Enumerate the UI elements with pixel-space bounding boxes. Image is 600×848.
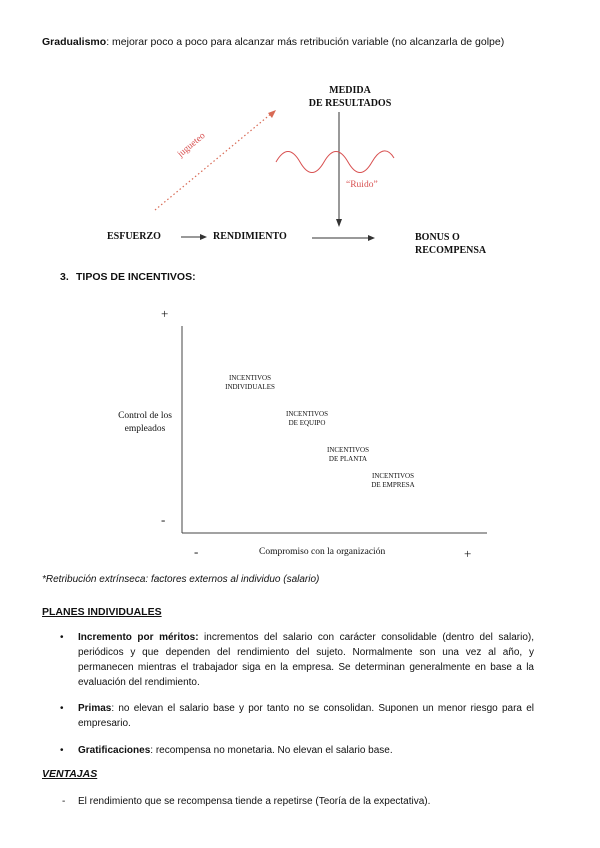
noise-wave bbox=[276, 151, 394, 173]
list-item-incremento bbox=[78, 630, 534, 690]
label-empresa bbox=[360, 472, 426, 490]
x-axis-label: Compromiso con la organización bbox=[259, 547, 386, 557]
dash-marker: - bbox=[62, 796, 66, 807]
rendimiento-arrowhead bbox=[368, 235, 375, 241]
esfuerzo-label: ESFUERZO bbox=[107, 231, 161, 242]
label-empresa-line1: INCENTIVOS bbox=[372, 472, 414, 480]
y-minus: - bbox=[161, 512, 166, 527]
medida-label bbox=[300, 84, 400, 110]
jugueteo-arrowhead bbox=[268, 110, 276, 118]
bullet-marker: • bbox=[60, 745, 64, 756]
label-planta bbox=[315, 446, 381, 464]
y-axis-label-line2: empleados bbox=[124, 424, 166, 434]
incentives-axes bbox=[0, 300, 600, 570]
performance-diagram-lines bbox=[0, 0, 600, 270]
intro-term: Gradualismo bbox=[42, 36, 107, 48]
medida-line2: DE RESULTADOS bbox=[308, 98, 392, 109]
bullet-marker: • bbox=[60, 632, 64, 643]
list-item-term: Primas bbox=[78, 703, 112, 714]
label-equipo bbox=[274, 410, 340, 428]
bonus-line1: BONUS O bbox=[415, 232, 460, 243]
section-number: 3. bbox=[60, 271, 69, 283]
list-item-text: : no elevan el salario base y por tanto no se consolidan. Suponen un menor riesgo para el empresario. bbox=[78, 703, 534, 729]
medida-line1: MEDIDA bbox=[329, 85, 371, 96]
esfuerzo-arrowhead bbox=[200, 234, 207, 240]
planes-heading: PLANES INDIVIDUALES bbox=[42, 606, 162, 618]
x-minus: - bbox=[194, 544, 199, 559]
measure-down-arrowhead bbox=[336, 219, 342, 227]
label-empresa-line2: DE EMPRESA bbox=[371, 481, 415, 489]
y-axis-label bbox=[108, 410, 182, 436]
x-plus: + bbox=[464, 546, 472, 561]
ruido-label: “Ruido” bbox=[346, 180, 378, 190]
list-item-text: : recompensa no monetaria. No elevan el salario base. bbox=[150, 745, 393, 756]
label-individuales bbox=[215, 374, 285, 392]
jugueteo-arrow bbox=[155, 113, 272, 210]
y-axis-label-line1: Control de los bbox=[118, 411, 172, 421]
performance-diagram bbox=[0, 0, 600, 270]
bonus-line2: RECOMPENSA bbox=[415, 245, 487, 256]
list-item-primas bbox=[78, 701, 534, 731]
label-equipo-line2: DE EQUIPO bbox=[288, 419, 326, 427]
label-planta-line1: INCENTIVOS bbox=[327, 446, 369, 454]
section-title: TIPOS DE INCENTIVOS: bbox=[76, 271, 196, 283]
intro-text: : mejorar poco a poco para alcanzar más retribución variable (no alcanzarla de golpe) bbox=[106, 36, 505, 48]
list-item-term: Incremento por méritos: bbox=[78, 632, 199, 643]
label-individuales-line2: INDIVIDUALES bbox=[225, 383, 275, 391]
incentives-diagram bbox=[0, 300, 600, 570]
ventajas-item: El rendimiento que se recompensa tiende a repetirse (Teoría de la expectativa). bbox=[78, 796, 431, 807]
label-equipo-line1: INCENTIVOS bbox=[286, 410, 328, 418]
bullet-marker: • bbox=[60, 703, 64, 714]
rendimiento-label: RENDIMIENTO bbox=[213, 231, 287, 242]
jugueteo-label: jugueteo bbox=[176, 130, 208, 160]
y-plus: + bbox=[161, 306, 169, 321]
bonus-label bbox=[415, 231, 486, 257]
list-item-gratificaciones bbox=[78, 743, 534, 758]
label-individuales-line1: INCENTIVOS bbox=[229, 374, 271, 382]
list-item-text: incrementos del salario con carácter consolidable (dentro del salario), periódicos y que dependen del rendimiento del sujeto. Normalmente son una vez al año, y permanecen mientras el trabajador siga en la empresa. Se determinan generalmente en base a la evaluación del rendimiento. bbox=[78, 632, 534, 688]
label-planta-line2: DE PLANTA bbox=[328, 455, 368, 463]
ventajas-heading: VENTAJAS bbox=[42, 768, 98, 780]
list-item-term: Gratificaciones bbox=[78, 745, 151, 756]
extrinsic-note: *Retribución extrínseca: factores externos al individuo (salario) bbox=[42, 574, 320, 585]
